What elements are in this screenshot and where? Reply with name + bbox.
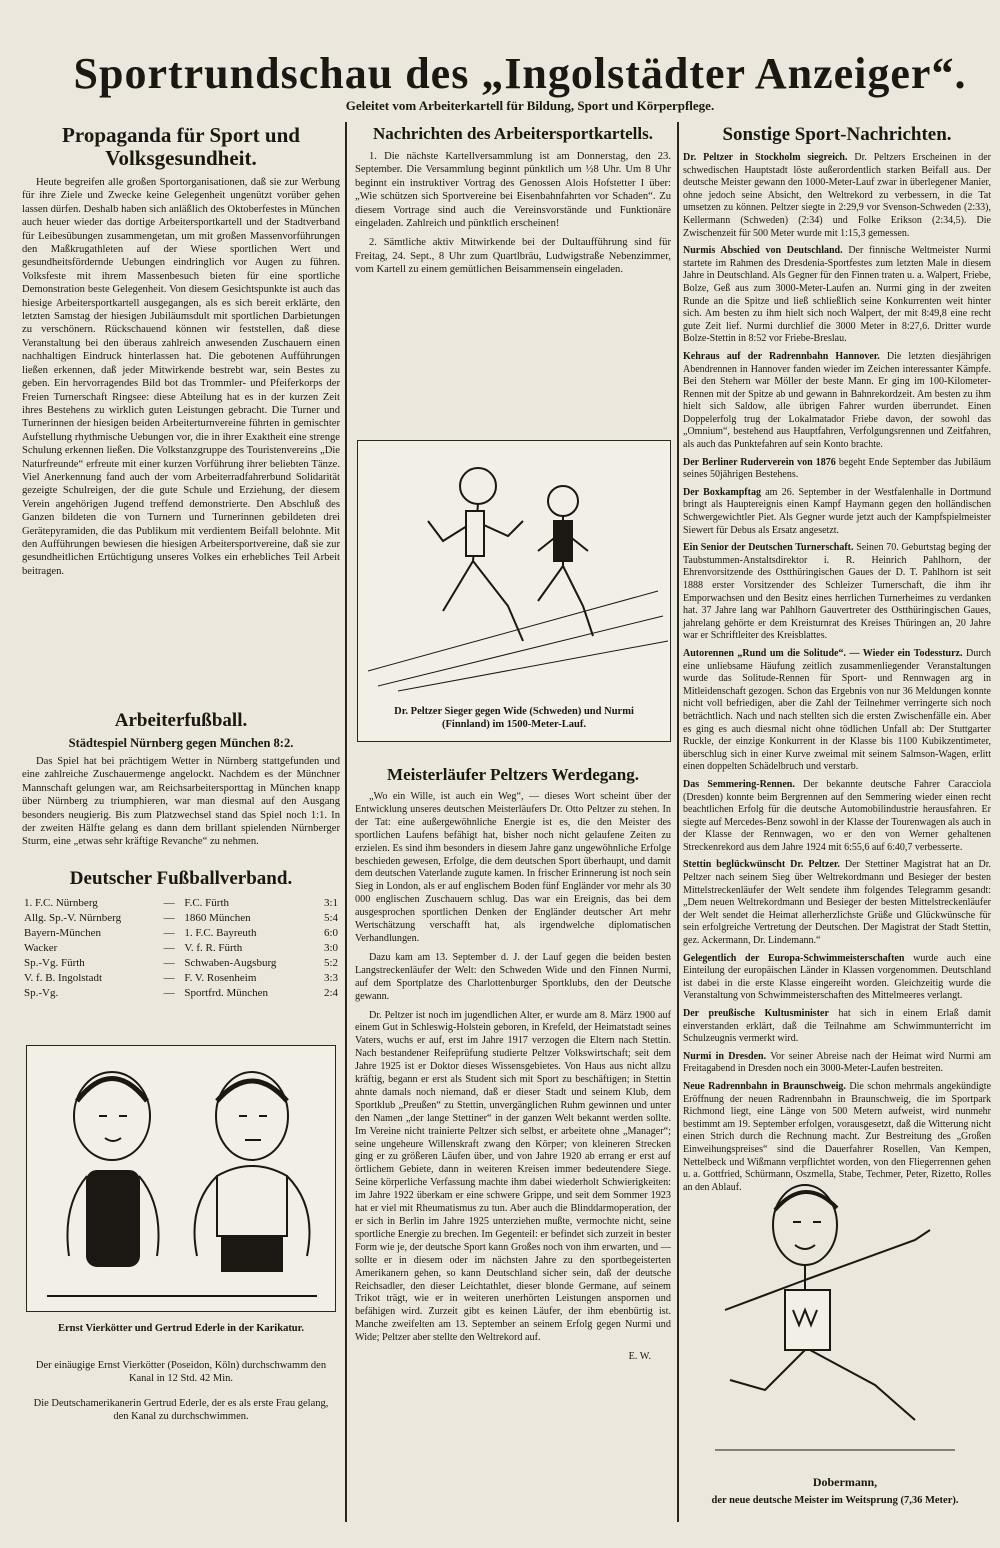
news-text: Der finnische Weltmeister Nurmi startete im Rahmen des Dresdenia-Sportfestes zum letzten Male in diesem Jahre in Deutschland. Als Gegner für den Finnen traten u. a. Walpert, Friebe, Bolze, Geß aus zum 3000-Meter-Laufen an. Nurmi ging in der zweiten Runde an die Spitze und ließ schließlich seine Konkurrenten weit hinter sich. Am besten zu ihm hielt sich noch Walpert, der mit 8:49,8 eine recht gute Zeit lief. Nurmi durchlief die 3000 Meter in 8:27,6. Dritter wurde Bolze-Stettin in 8:52 vor Friebe-Breslau. — [683, 245, 992, 345]
score: 5:4 — [323, 912, 338, 924]
article-paragraph: Heute begreifen alle großen Sportorganisationen, daß sie zur Werbung für ihre Ziele und Zwecke keine Gelegenheit ungenützt vorüber gehen lassen dürfen. Deshalb haben sich anläßlich des Oktoberfestes in München auch heuer wieder das dortige Arbeitersportkartell und der Stadtverband für Leibesübungen zusammengetan, um mit großen Massenvorführungen den Maßkrugathleten auf der Wiese sportlichen Wert und gesundheitsfördernde Uebungen eindringlich vor Augen zu führen. Volksfeste mit ihrem Massenbesuch bieten für eine sportliche Demonstration beste Gelegenheit. Von diesem Gesichtspunkte ist auch das hiesige Arbeitersportkartell ausgegangen, als es sich bereit erklärte, den letzten Samstag der hiesigen Jubiläumsdult mit sportlichen Darbietungen zu verschönern. Rückschauend können wir feststellen, daß diese Veranstaltung bei den überaus zahlreich anwesenden Zuschauern einen nachhaltigen Eindruck hinterlassen hat. Die gebotenen Aufführungen ließen erkennen, daß jeder Mitwirkende bestrebt war, sein Bestes zu geben. Ein hervorragendes Bild bot das Trommler- und Pfeiferkorps der Freien Turnerschaft Ringsee: diese Abteilung hat es in der kurzen Zeit ihres Bestehens zu wirklich guten Leistungen gebracht. Die Turner und Turnerinnen der hiesigen beiden Arbeiterturnvereine führten in gemischter Aufstellung rhythmische Uebungen vor, die in ihrer Exaktheit eine strenge Schulung erkennen ließen. Die Volkstanzgruppe des Touristenvereins „Die Naturfreunde“ erfreute mit einer kurzen Vorführung ihrer beliebten Tänze. Viel Anerkennung fand auch der vom Arbeiterradfahrerbund Solidarität gezeigte Schulreigen, der die gute Schule und Erziehung, der diesem Verein angehörigen Jugend treffend demonstrierte. Den Abschluß des Ganzen bildeten die von Turnern und Turnerinnen gebildeten drei Gerätepyramiden, die das Publikum mit verdientem Beifall belohnte. Mit den Aufführungen bewiesen die hiesigen Arbeitersportvereine, daß sie zur gesundheitlichen Ertüchtigung unseres Volkes ein erhebliches Teil Arbeit beitragen. — [22, 177, 340, 577]
long-jumper-caricature — [685, 1170, 985, 1470]
column-3 — [683, 124, 992, 1193]
news-text: Seinen 70. Geburtstag beging der Taubstummen-Anstaltsdirektor i. R. Heinrich Pahlhorn, der Ehrenvorsitzende des Ostthüringischen Gaues der D. T. Pahlhorn ist seit 1888 erster Vorsitzender des Schleizer Turnerschaft, die ihm ihr Emporwachsen und den Besitz eines herrlichen Turnerheimes zu verdanken hat. 37 Jahre lang war Pahlhorn Gauvertreter des Ostthüringischen Gaues, jahrelang gehörte er dem Kreisturnrat des Kreises Thüringen an, 20 Jahre war er Schriftleiter des Kreisblattes. — [683, 542, 991, 642]
news-title: Das Semmering-Rennen. — [683, 778, 795, 790]
caricature-caption: der neue deutsche Meister im Weitsprung (7,36 Meter). — [711, 1495, 959, 1506]
away-team: V. f. R. Fürth — [184, 942, 243, 954]
news-item — [683, 245, 991, 346]
home-team: Wacker — [24, 942, 58, 954]
jumper-drawing-icon — [685, 1170, 985, 1470]
away-team: Sportfrd. München — [184, 987, 269, 999]
article-paragraph: Das Spiel hat bei prächtigem Wetter in Nürnberg stattgefunden und eine zahlreiche Zuschauermenge angelockt. Nachdem es der Münchner Mannschaft gelungen war, am Reichsarbeitersporttag in München knapp über Nürnberg zu triumphieren, war man diesmal auf den Ausgang besonders neugierig. Bis zum Platzwechsel stand das Spiel noch 1:1. In der zweiten Hälfte gelang es dann dem brillant spielenden Nürnberger Sturm, eine „etwas sehr kräftige Revanche“ zu nehmen. — [22, 756, 340, 848]
news-text: begeht Ende September das Jubiläum seines 50jährigen Bestehens. — [683, 456, 992, 481]
news-title: Ein Senior der Deutschen Turnerschaft. — [683, 542, 854, 554]
news-item — [683, 351, 991, 452]
article-paragraph: 2. Sämtliche aktiv Mitwirkende bei der Dultaufführung sind für Freitag, 24. Sept., 8 Uhr zum Quartlbräu, Ludwigstraße Nebenzimmer, vom Kartell zu einem gemütlichen Beisammensein eingeladen. — [355, 237, 671, 276]
article-paragraph: „Wo ein Wille, ist auch ein Weg“, — dieses Wort scheint über der Entwicklung unseres deutschen Meisterläufers Dr. Otto Peltzer zu stehen. In der Tat: eine außergewöhnliche Energie ist es, die den Meister des sportlichen Laufens befähigt hat, bisher noch nicht gelaufene Zeiten zu erzielen. Es sind ihm besonders in diesem Jahre ganz ungewöhnliche Erfolge beschieden gewesen, Erfolge, die dem deutschen Sport überhaupt, und damit dem deutschen Vaterlande zugute kamen. In frischer Erinnerung ist noch sein Sieg in London, als er auf englischem Boden fünf Engländer vor mehr als 30 000 englischen Zuschauern schlug. Das war ein Ereignis, das bei dem ausgesprochen sportlichen Denken der Engländer deutscher Art mehr Wertschätzung verschafft hat, als irgendwelche diplomatischen Verhandlungen. — [355, 791, 671, 944]
article-body — [22, 755, 340, 850]
news-list — [683, 152, 992, 1193]
news-text: wurde auch eine Einteilung der europäischen Länder in Klassen vorgenommen. Deutschland ist dabei in die erste Klasse eingereiht worden. Gleichzeitig wurde die Veranstaltung von Schwimmeisterschaften des Mittelmeeres verlangt. — [683, 952, 991, 1002]
caricature-illustration — [26, 1045, 336, 1312]
article-subheading: Städtespiel Nürnberg gegen München 8:2. — [68, 736, 294, 750]
table-row: Sp.-Vg. — Sportfrd. München 2:4 — [24, 987, 338, 999]
score: 5:2 — [323, 957, 338, 969]
news-item — [683, 1051, 991, 1076]
table-row: Wacker — V. f. R. Fürth 3:0 — [24, 942, 338, 954]
table-row: Sp.-Vg. Fürth — Schwaben-Augsburg 5:2 — [24, 957, 338, 969]
news-title: Nurmis Abschied von Deutschland. — [683, 245, 843, 257]
news-text: Durch eine unliebsame Häufung zeitlich zusammenliegender Veranstaltungen wurde das Solitude-Rennen für Sport- und Rennwagen arg in Mitleidenschaft gezogen. Schon das Ergebnis von nur 36 Meldungen konnte nicht voll befriedigen, aber die Zahl der Teilnehmer verringerte sich noch beträchtlich. Nach und nach stellten sich die ersten Zwischenfälle ein. Aber es ging es auch diesmal nicht ohne tödlichen Unfall ab: Der Stuttgarter Ruckle, der einzige Konkurrent in der Klasse bis 1100 Kubikzentimeter, überschlug sich in einer Kurve zweimal mit seinem Salmson-Wagen, erlitt einen doppelten Schädelbruch und verstarb. — [683, 647, 991, 773]
news-item — [683, 457, 991, 482]
table-row: Bayern-München — 1. F.C. Bayreuth 6:0 — [24, 927, 338, 939]
article-signature: E. W. — [628, 1351, 651, 1363]
article-paragraph: 1. Die nächste Kartellversammlung ist am Donnerstag, den 23. September. Die Versammlung beginnt pünktlich um ½8 Uhr. Um 8 Uhr beginnt ein instruktiver Vortrag des Genossen Alois Hofstetter I über: „Wie schützen sich Sportvereine bei Eisenbahnfahrten vor Schaden“. Zu diesem Vortrage sind auch die Vereinsvorstände und Funktionäre eingeladen. Zahlreich und pünktlich erscheinen! — [355, 151, 671, 230]
home-team: Bayern-München — [24, 927, 101, 939]
away-team: Schwaben-Augsburg — [184, 957, 277, 969]
results-table — [22, 896, 340, 1001]
article-heading: Nachrichten des Arbeitersportkartells. — [373, 124, 653, 143]
home-team: Sp.-Vg. — [24, 987, 59, 999]
news-title: Der preußische Kultusminister — [683, 1008, 829, 1019]
home-team: Sp.-Vg. Fürth — [24, 957, 85, 969]
news-item — [683, 953, 991, 1003]
runners-illustration — [357, 440, 671, 742]
news-item — [683, 648, 991, 774]
article-paragraph: Dazu kam am 13. September d. J. der Lauf gegen die beiden besten Langstreckenläufer der Welt: den Schweden Wide und den Finnen Nurmi, auf dem Sportplatze des Charlottenburger Sportklubs, den der Deutsche gewann. — [355, 951, 671, 1002]
news-text: Die schon mehrmals angekündigte Eröffnung der neuen Radrennbahn in Braunschweig, die im Sportpark Richmond liegt, eine Länge von 500 Metern aufweist, wird nunmehr bestimmt am 19. September erfolgen, vorausgesetzt, daß die Witterung nicht einen Strich durch die Rechnung macht. Zur Bestreitung des „Großen Einweihungspreises“ sind die Dauerfahrer Rosellen, Van Kempen, Nettelbeck und Wißmann verpflichtet worden, von den Fliegerrennen gehen u. a. Gottfried, Schürmann, Oszmella, Stabe, Techmer, Peter, Rizetto, Rolles an den Ablauf. — [683, 1080, 992, 1193]
news-text: Dr. Peltzers Erscheinen in der schwedischen Hauptstadt löste außerordentlich starken Beifall aus. Der deutsche Meister gewann den 1000-Meter-Lauf zwar in überlegener Manier, ohne jedoch seine Absicht, den Weltrekord zu verbessern, in die Tat umsetzen zu können. Peltzer siegte in 2:29,9 vor Svenson-Schweden (2:33), Kellermann (Schweden) (2:34) und Folke Erikson (2:34,5). Die Zwischenzeit für 500 Meter wurde mit 1:15,3 gemessen. — [683, 152, 991, 239]
runners-drawing-icon — [358, 441, 670, 691]
news-item — [683, 859, 991, 947]
article-body — [355, 791, 671, 1511]
score: 3:1 — [323, 897, 338, 909]
news-title: Dr. Peltzer in Stockholm siegreich. — [683, 152, 848, 163]
table-row: Allg. Sp.-V. Nürnberg — 1860 München 5:4 — [24, 912, 338, 924]
score: 3:3 — [323, 972, 338, 984]
article-heading: Sonstige Sport-Nachrichten. — [722, 124, 952, 145]
news-text: hat sich in einem Erlaß damit einverstanden erklärt, daß die Teilnahme am Schwimmunterricht im Schulzeugnis vermerkt wird. — [683, 1008, 992, 1045]
article-heading: Deutscher Fußballverband. — [69, 868, 293, 889]
news-text: Die letzten diesjährigen Abendrennen in Hannover fanden wieder im Zeichen interessanter Kämpfe. Bei den Stehern war Möller der beste Mann. Er ging im 100-Kilometer-Rennen mit der Spitze ab und gewann in Bahnrekordzeit. Am besten zu ihm hielt sich Saldow, alle übrigen Fahrer wurden überrundet. Einen Doppelerfolg trug der Lokalmatador Friebe davon, der sowohl das „Omnium“, bestehend aus Hauptfahren, Verfolgungsrennen und Zeitfahren, als auch das Punktefahren auf sein Konto brachte. — [683, 350, 992, 451]
home-team: V. f. B. Ingolstadt — [24, 972, 103, 984]
score: 3:0 — [323, 942, 338, 954]
news-title: Stettin beglückwünscht Dr. Peltzer. — [683, 859, 840, 871]
column-2-lower — [355, 765, 671, 1525]
away-team: 1860 München — [184, 912, 251, 924]
article-body — [22, 176, 340, 696]
news-item — [683, 487, 991, 537]
masthead-subtitle: Geleitet vom Arbeiterkartell für Bildung, Sport und Körperpflege. — [345, 98, 715, 113]
away-team: F. V. Rosenheim — [184, 972, 257, 984]
article-paragraph: Dr. Peltzer ist noch im jugendlichen Alter, er wurde am 8. März 1900 auf einem Gut in Schleswig-Holstein geboren, in Krefeld, der Heimatstadt seines Vaters, wuchs er auf, erst im Jahre 1917 verzogen die Eltern nach Stettin. Nach bestandener Reifeprüfung studierte Peltzer Volkswirtschaft; seit dem Jahre 1925 ist er Doktor dieses Wissensgebietes. Von Haus aus nicht allzu kräftig, begann er erst als Student sich mit Sport zu beschäftigen; in Stettin ahnte damals noch niemand, daß er dieser Stadt und seinem Klub, dem Sportklub „Preußen“ zu Stettin, unvergänglichen Ruhm gewinnen und unter den Namen „der lange Stettiner“ in der ganzen Welt bekannt werden sollte. Im Vereine nicht trainierte Peltzer sich selbst, er arbeitete ohne „Manager“; seine ungeheure Willenskraft zwang den Körper; von kleineren Strecken ging er zu größeren Läufen über, und von Jahre 1920 ab errang er erst auf örtlichem Gebiete, dann in weiteren Kreisen immer bedeutendere Siege. Seine körperliche Verfassung machte ihm dabei wiederholt Schwierigkeiten: im Jahre 1922 überkam er eine schwere Grippe, und seit dem Sommer 1923 hat er viel mit Rheumatismus zu tun. Aber auch die Blinddarmoperation, der er sich in Berlin im Jahre 1925 unterziehen mußte, vermochte nicht, seine sportliche Energie zu brechen. Im Gegenteil: er befindet sich zurzeit in bester Form wie je, der deutsche Sport kann Großes noch von ihm erwarten, und — sollte er in diesem oder im nächsten Jahre zu den sportbegeisterten Amerikanern gehen, so kann Deutschland sicher sein, daß der deutsche Reichsadler, den dieser Leichtathlet, dieser blonde Germane, auf seinem Trikot trägt, wie er in weiteren unerhörten Leistungen anspornen und befähigen wird. Zurzeit gibt es keinen Läufer, der ihm ebenbürtig ist. Manche zweifelten am 13. September an seinem Erfolg gegen Nurmi und Wide; Peltzer aber stellte den Weltrekord auf. — [355, 1009, 671, 1344]
caricature-caption: Ernst Vierkötter und Gertrud Ederle in der Karikatur. — [58, 1323, 304, 1334]
article-heading: Propaganda für Sport und Volksgesundheit. — [62, 123, 300, 170]
away-team: F.C. Fürth — [184, 897, 230, 909]
news-item — [683, 542, 991, 643]
news-title: Nurmi in Dresden. — [683, 1050, 767, 1062]
caption-text: Der einäugige Ernst Vierkötter (Poseidon, Köln) durchschwamm den Kanal in 12 Std. 42 Min. — [35, 1360, 327, 1384]
column-rule — [677, 122, 679, 1522]
news-text: Vor seiner Abreise nach der Heimat wird Nurmi am Freitagabend in Dresden noch ein 3000-Meter-Laufen bestreiten. — [683, 1050, 992, 1075]
column-rule — [345, 122, 347, 1522]
news-item — [683, 779, 991, 855]
score: 6:0 — [323, 927, 338, 939]
table-row: V. f. B. Ingolstadt — F. V. Rosenheim 3:3 — [24, 972, 338, 984]
masthead-title: Sportrundschau des „Ingolstädter Anzeiger“. — [73, 49, 967, 98]
article-body — [355, 150, 671, 277]
news-text: Der Stettiner Magistrat hat an Dr. Peltzer nach seinem Sieg über Weltrekordmann und Besieger der besten Mittelstreckenläufer der Welt sendete ihm folgendes Telegramm gesandt: „Dem neuen Weltrekordmann und Besieger der besten Mittelstreckenläufer der Welt sendet die Heimat allerherzlichste Grüße und Glückwünsche für sein erfolgreiche Vertretung der Deutschen. Der Magistrat der Stadt Stettin, gez. Ackermann, Dr. Lindemann.“ — [683, 859, 992, 947]
article-heading: Meisterläufer Peltzers Werdegang. — [387, 765, 639, 784]
news-text: Der bekannte deutsche Fahrer Caracciola (Dresden) konnte beim Bergrennen auf den Semmering wieder einen recht beachtlichen Erfolg für die deutsche Automobilindustrie herausfahren. Er siegte auf Mercedes-Benz sowohl in der Klasse der Tourenwagen als auch in der Klasse der Rennwagen, wo er den von Werner gehaltenen Streckenrekord aus dem Jahre 1924 mit 6:55,6 auf 6:40,7 verbesserte. — [683, 778, 992, 853]
news-title: Der Berliner Ruderverein von 1876 — [683, 456, 836, 468]
news-item — [683, 1008, 991, 1046]
news-item — [683, 152, 991, 240]
article-heading: Arbeiterfußball. — [114, 710, 248, 731]
away-team: 1. F.C. Bayreuth — [184, 927, 257, 939]
home-team: Allg. Sp.-V. Nürnberg — [24, 912, 122, 924]
news-title: Gelegentlich der Europa-Schwimmeisterschaften — [683, 952, 905, 964]
news-title: Autorennen „Rund um die Solitude“. — Wieder ein Todessturz. — [683, 647, 963, 659]
home-team: 1. F.C. Nürnberg — [24, 897, 98, 909]
caption-text: Die Deutschamerikanerin Gertrud Ederle, der es als erste Frau gelang, den Kanal zu durchschwimmen. — [33, 1398, 329, 1422]
score: 2:4 — [323, 987, 338, 999]
table-row: 1. F.C. Nürnberg — F.C. Fürth 3:1 — [24, 897, 338, 909]
news-title: Neue Radrennbahn in Braunschweig. — [683, 1080, 846, 1092]
caricature-name: Dobermann, — [812, 1475, 878, 1489]
news-text: am 26. September in der Westfalenhalle in Dortmund bringt als Hauptereignis einen Kampf Haymann gegen den holländischen Schwergewichtler Piet. Als Gegner wurde jetzt auch der Kampfspielmeister Siewert für Debus als Ersatz angesetzt. — [683, 486, 991, 536]
news-title: Kehraus auf der Radrennbahn Hannover. — [683, 350, 880, 362]
illustration-caption: Dr. Peltzer Sieger gegen Wide (Schweden) und Nurmi (Finnland) im 1500-Meter-Lauf. — [394, 706, 634, 730]
swimmers-caricature-icon — [27, 1046, 335, 1311]
news-title: Der Boxkampftag — [683, 486, 761, 498]
